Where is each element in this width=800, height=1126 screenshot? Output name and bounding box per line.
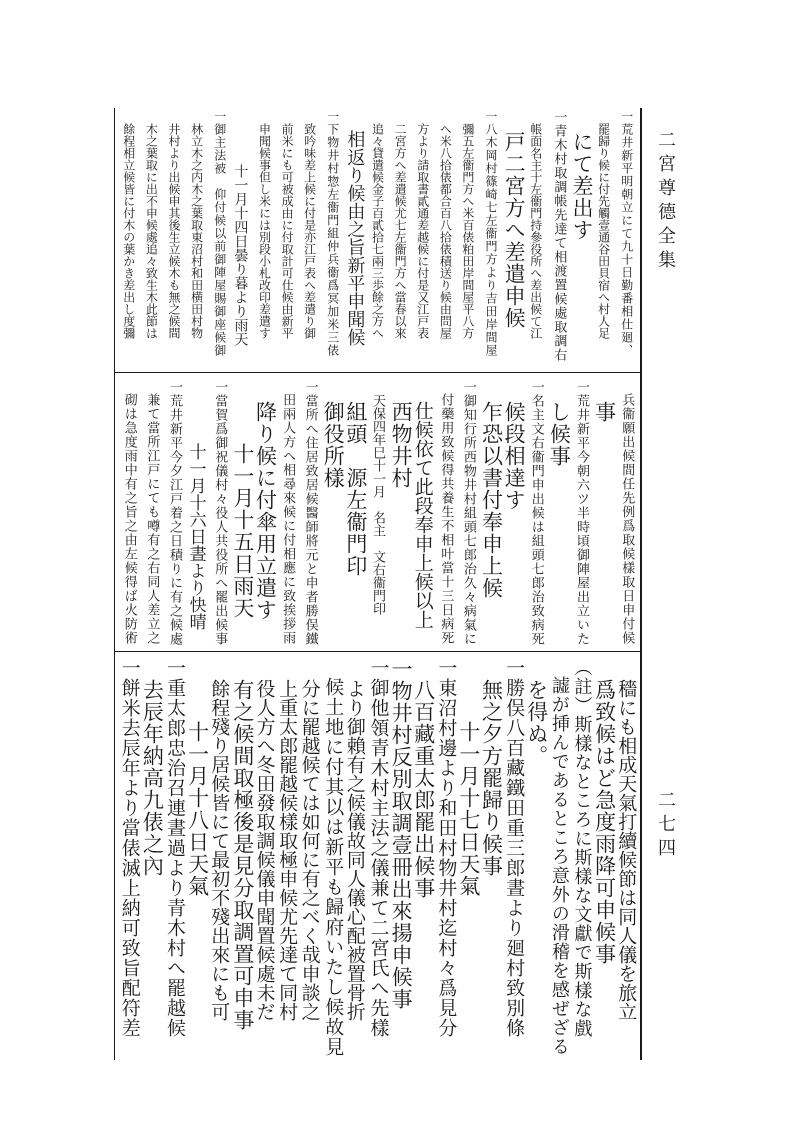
text-column: 分に罷越候ては如何に有之べく哉申談之 bbox=[298, 679, 321, 1021]
text-column: 一名主文右衞門申出候は組頭七郎治致病死 bbox=[528, 380, 544, 646]
text-column: 候段相達す bbox=[502, 401, 527, 511]
text-section-top bbox=[118, 108, 638, 370]
text-column: 木之葉取に出不申候處追々致生木此節は bbox=[144, 123, 159, 339]
text-column: 御役所樣 bbox=[321, 401, 346, 489]
text-column: 事 bbox=[592, 401, 617, 423]
text-column: 譃が挿んであるところ意外の滑稽を感ぜざる bbox=[548, 676, 570, 1056]
text-column: （註）斯樣なところに斯樣な文獻で斯樣な戲 bbox=[571, 658, 593, 1038]
text-column: 兼て當所江戸にても噂有之右同人差立之 bbox=[144, 393, 160, 645]
frame-right-rule bbox=[640, 108, 642, 1060]
text-column: 一御知行所西物井村組頭七郎治久々病氣に bbox=[460, 380, 476, 646]
text-column: 去辰年納高九俵之內 bbox=[140, 679, 165, 877]
text-column: 有之候間取極後是見分取調置可申事 bbox=[230, 679, 255, 1031]
divider-lower bbox=[114, 651, 640, 652]
text-column: 無之夕方罷歸り候事 bbox=[479, 679, 504, 877]
text-column: へ米八拾俵都合百八拾俵積送り候由問屋 bbox=[438, 123, 453, 339]
text-column: 一八木岡村篠崎七左衞門方より吉田岸間屋 bbox=[484, 110, 499, 357]
text-column: 兵衞願出候間任先例爲取候樣取日申付候 bbox=[619, 393, 635, 645]
text-column: 十一月十五日雨天 bbox=[230, 443, 255, 619]
text-column: 餘程殘り居候皆にて最初不殘出來にも可 bbox=[208, 679, 231, 1021]
frame-left-rule bbox=[114, 108, 115, 1060]
text-column: 十一月十八日天氣 bbox=[185, 721, 210, 897]
text-column: 十一月十六日晝より快晴 bbox=[185, 443, 206, 630]
text-column: 追々貸遣候金子百貳拾七兩三歩餘之方へ bbox=[370, 123, 385, 339]
text-column: 一御他領青木村主法之儀兼て二宮氏へ先樣 bbox=[367, 658, 390, 1038]
text-column: 帳面名主十左衞門持參役所へ差出候て江 bbox=[528, 123, 543, 339]
text-column: 罷歸り候に付先觸壹通谷田貝宿へ村人足 bbox=[596, 123, 611, 339]
text-column: し候事 bbox=[547, 401, 572, 467]
text-column: 降り候に付傘用立遣す bbox=[253, 401, 278, 621]
text-column: 八百藏重太郎罷出候事 bbox=[411, 679, 436, 899]
text-column: 組頭 源左衞門印 bbox=[343, 401, 368, 577]
text-column: 一荒井新平明朝立にて九十日勤番相仕廻、 bbox=[619, 110, 634, 357]
text-column: 餘程相立候皆に付木の葉かき差出し度彌 bbox=[121, 123, 136, 339]
text-column: 田兩人方へ相尋來候に付相應に致挨拶雨 bbox=[280, 393, 296, 645]
text-column: 付藥用致候得共養生不相叶當十三日病死 bbox=[438, 393, 454, 645]
text-column: 申聞候事但し米には別段小札改印差遣す bbox=[257, 123, 272, 339]
text-column: 林立木之内木之葉取東沼村和田横田村物 bbox=[189, 123, 204, 339]
text-column: より御賴有之候儀故同人儀心配被置骨折 bbox=[343, 679, 366, 1021]
text-column: 役人方へ冬田發取調候儀申聞置候處未だ bbox=[253, 679, 276, 1021]
divider-upper bbox=[114, 372, 640, 373]
text-column: 前米にも可被成由に付取計可仕候由新平 bbox=[280, 123, 295, 339]
text-column: 乍恐以書付奉申上候 bbox=[479, 401, 504, 599]
text-column: 砌は急度雨中有之旨之由左候得ば火防術 bbox=[121, 393, 137, 645]
text-column: にて差出す bbox=[569, 131, 594, 241]
text-column: 西物井村 bbox=[389, 401, 414, 489]
text-column: 一當賀爲御祝儀村々役人共役所へ罷出候事 bbox=[212, 380, 228, 646]
text-column: 相返り候由之旨新平申聞候 bbox=[344, 130, 366, 346]
text-column: 仕候依て此段奉申上候以上 bbox=[411, 401, 434, 629]
text-column: 天保四年巳十一月 名主 文右衞門印 bbox=[370, 394, 385, 615]
text-column: 井村より出候申其後生立候木も無之候間 bbox=[167, 123, 182, 339]
text-section-middle bbox=[118, 378, 638, 648]
text-section-bottom bbox=[118, 656, 638, 1058]
text-column: 戸二宮方へ差遣申候 bbox=[502, 131, 527, 329]
text-column: 一下物井村惣左衞門組仲兵衞爲冥加米三俵 bbox=[325, 110, 340, 357]
text-column: 一青木村取調帳先達て相渡置候處取調右 bbox=[551, 110, 567, 362]
text-column: 一餅米去辰年より當俵滅上納可致旨配符差 bbox=[118, 658, 141, 1038]
text-column: を得ぬ。 bbox=[524, 679, 549, 767]
text-column: 上重太郎罷越候樣取極申候尤先達て同村 bbox=[276, 679, 299, 1021]
text-column: 方より請取書貳通差越候に付是又江戸表 bbox=[415, 123, 430, 339]
text-column: 十一月十四日曇り暮より雨天 bbox=[232, 164, 249, 346]
text-column: 二宮方へ差遣候尤七左衞門方へ當春以來 bbox=[393, 123, 408, 339]
text-column: 十一月十七日天氣 bbox=[456, 721, 481, 897]
text-column: 一當所へ住居致居候醫師將元と申者勝俣鐵 bbox=[302, 380, 318, 646]
text-column: 一御主法被 仰付候以前御陣屋賜御座候御 bbox=[212, 110, 227, 357]
book-title: 二宮尊德全集 bbox=[655, 130, 676, 274]
text-column: 一物井村反別取調壹冊出來揚申候事 bbox=[389, 658, 414, 1010]
text-column: 候土地に付其以は新平も歸府いたし候故見 bbox=[322, 677, 345, 1057]
text-column: 致吟味差上候に付是亦江戸表へ差遣り御 bbox=[302, 123, 317, 339]
text-column: 一勝俣八百藏鐵田重三郎晝より廻村致別條 bbox=[503, 658, 526, 1038]
text-column: 一荒井新平今夕江戸着之日積りに有之候處 bbox=[167, 380, 183, 646]
text-column: 彌五左衞門方へ米百俵粕田岸間屋平八方 bbox=[460, 123, 475, 339]
text-column: 一東沼村邊より和田村物井村迄村々爲見分 bbox=[435, 658, 458, 1038]
page-number: 二七四 bbox=[655, 790, 676, 862]
text-column: 爲致候はど急度雨降可申候事 bbox=[592, 679, 617, 965]
text-column: 一荒井新平今朝六ツ半時頃御陣屋出立いた bbox=[573, 380, 589, 646]
text-column: 穡にも相成天氣打續候節は同人儀を旅立 bbox=[615, 679, 638, 1021]
text-column: 一重太郎忠治召連晝過より青木村へ罷越候 bbox=[164, 658, 187, 1038]
